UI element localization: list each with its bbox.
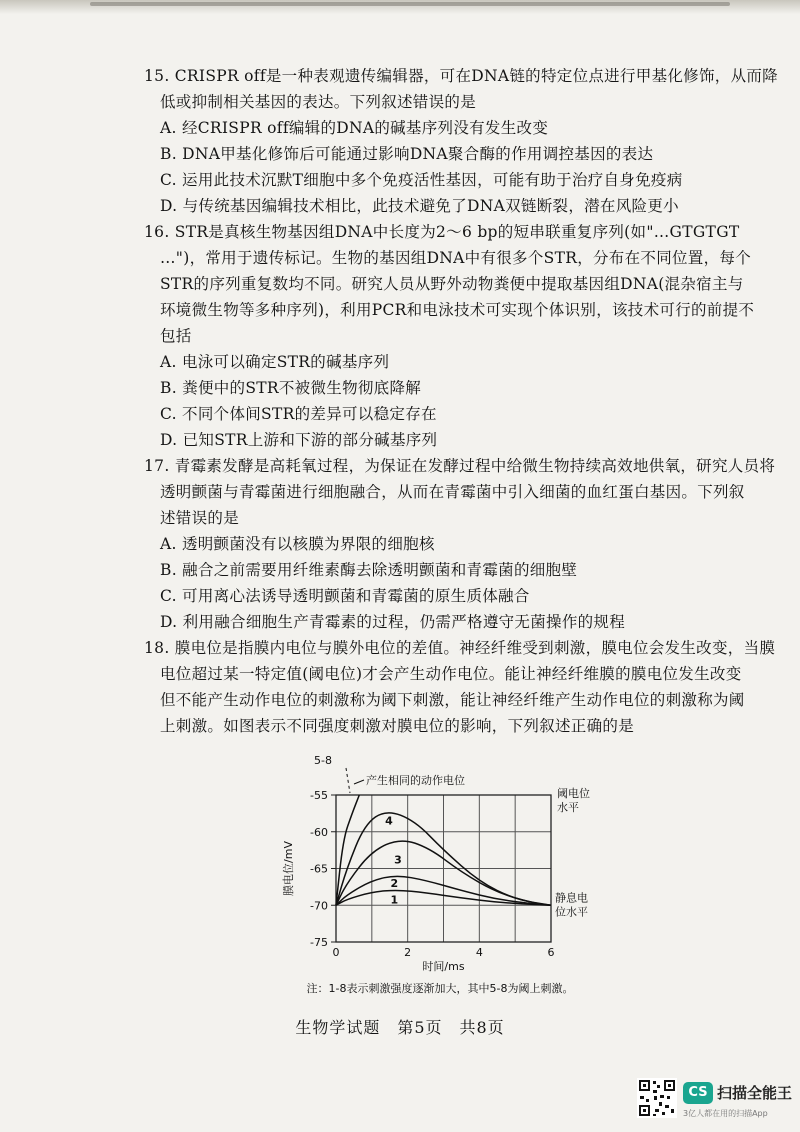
annotation-action-potential-pointer bbox=[354, 780, 364, 784]
series-label-4: 4 bbox=[385, 814, 393, 828]
y-axis-label: 膜电位/mV bbox=[282, 841, 295, 896]
x-tick-label: 4 bbox=[475, 946, 483, 959]
q18-stem-line-4: 上刺激。如图表示不同强度刺激对膜电位的影响，下列叙述正确的是 bbox=[160, 717, 635, 735]
annotation-threshold-line-1: 阈电位 bbox=[557, 787, 590, 800]
series-line-5-8 bbox=[336, 795, 359, 905]
q16-option-b: B. 粪便中的STR不被微生物彻底降解 bbox=[160, 379, 422, 397]
q16-stem-line-1: 16. STR是真核生物基因组DNA中长度为2～6 bp的短串联重复序列(如"…GTGTGT bbox=[144, 223, 740, 241]
annotation-threshold-line-2: 水平 bbox=[557, 801, 579, 814]
membrane-potential-chart bbox=[270, 748, 610, 998]
series-label-1: 1 bbox=[390, 893, 399, 907]
annotation-resting-line-1: 静息电 bbox=[555, 891, 588, 905]
q16-stem-line-4: 环境微生物等多种序列)，利用PCR和电泳技术可实现个体识别，该技术可行的前提不 bbox=[160, 301, 755, 319]
annotation-action-potential: 产生相同的动作电位 bbox=[366, 774, 465, 787]
camscanner-logo-icon: CS bbox=[683, 1082, 713, 1104]
q18-stem-line-3: 但不能产生动作电位的刺激称为阈下刺激，能让神经纤维产生动作电位的刺激称为阈 bbox=[160, 691, 745, 709]
q18-stem-line-1: 18. 膜电位是指膜内电位与膜外电位的差值。神经纤维受到刺激，膜电位会发生改变，当膜 bbox=[144, 639, 776, 657]
annotation-resting-line-2: 位水平 bbox=[555, 905, 588, 919]
q16-option-d: D. 已知STR上游和下游的部分碱基序列 bbox=[160, 431, 438, 449]
q18-stem-line-2: 电位超过某一特定值(阈电位)才会产生动作电位。能让神经纤维膜的膜电位发生改变 bbox=[160, 665, 742, 683]
x-tick-label: 2 bbox=[404, 946, 412, 959]
q15-option-c: C. 运用此技术沉默T细胞中多个免疫活性基因，可能有助于治疗自身免疫病 bbox=[160, 171, 683, 189]
x-axis-label: 时间/ms bbox=[422, 960, 465, 973]
y-tick-label: -70 bbox=[310, 899, 328, 913]
q15-option-b: B. DNA甲基化修饰后可能通过影响DNA聚合酶的作用调控基因的表达 bbox=[160, 145, 654, 163]
q15-stem-line-1: 15. CRISPR off是一种表观遗传编辑器，可在DNA链的特定位点进行甲基化修饰，从而降 bbox=[144, 67, 778, 85]
q17-option-b: B. 融合之前需要用纤维素酶去除透明颤菌和青霉菌的细胞壁 bbox=[160, 561, 578, 579]
q17-stem-line-2: 透明颤菌与青霉菌进行细胞融合，从而在青霉菌中引入细菌的血红蛋白基因。下列叙 bbox=[160, 483, 745, 501]
chart-note: 注：1-8表示刺激强度逐渐加大，其中5-8为阈上刺激。 bbox=[306, 982, 574, 995]
q15-stem-line-2: 低或抑制相关基因的表达。下列叙述错误的是 bbox=[160, 93, 477, 111]
q15-option-a: A. 经CRISPR off编辑的DNA的碱基序列没有发生改变 bbox=[160, 119, 549, 137]
annotation-5-8-pointer bbox=[346, 768, 350, 793]
camscanner-name: 扫描全能王 bbox=[717, 1084, 793, 1102]
y-tick-label: -55 bbox=[310, 789, 328, 802]
q17-option-c: C. 可用离心法诱导透明颤菌和青霉菌的原生质体融合 bbox=[160, 587, 530, 605]
q17-stem-line-1: 17. 青霉素发酵是高耗氧过程，为保证在发酵过程中给微生物持续高效地供氧，研究人员将 bbox=[144, 457, 776, 475]
qr-code-icon bbox=[637, 1078, 677, 1118]
series-label-2: 2 bbox=[390, 877, 399, 891]
camscanner-tagline: 3亿人都在用的扫描App bbox=[683, 1109, 768, 1118]
q17-option-d: D. 利用融合细胞生产青霉素的过程，仍需严格遵守无菌操作的规程 bbox=[160, 613, 626, 631]
y-tick-label: -65 bbox=[310, 862, 328, 876]
page-footer: 生物学试题 第5页 共8页 bbox=[295, 1018, 505, 1037]
annotation-5-8: 5-8 bbox=[314, 754, 332, 767]
x-tick-label: 0 bbox=[332, 946, 340, 959]
x-tick-label: 6 bbox=[547, 946, 555, 959]
q16-stem-line-3: STR的序列重复数均不同。研究人员从野外动物粪便中提取基因组DNA(混杂宿主与 bbox=[160, 275, 744, 293]
q16-stem-line-5: 包括 bbox=[160, 327, 192, 345]
q16-stem-line-2: …")，常用于遗传标记。生物的基因组DNA中有很多个STR，分布在不同位置，每个 bbox=[160, 249, 751, 267]
camscanner-watermark bbox=[637, 1078, 797, 1124]
q15-option-d: D. 与传统基因编辑技术相比，此技术避免了DNA双链断裂，潜在风险更小 bbox=[160, 197, 679, 215]
q16-option-a: A. 电泳可以确定STR的碱基序列 bbox=[160, 353, 390, 371]
y-tick-label: -60 bbox=[310, 825, 328, 839]
q16-option-c: C. 不同个体间STR的差异可以稳定存在 bbox=[160, 405, 437, 423]
q17-stem-line-3: 述错误的是 bbox=[160, 509, 240, 527]
series-label-3: 3 bbox=[394, 853, 402, 867]
y-tick-label: -75 bbox=[310, 936, 328, 949]
q17-option-a: A. 透明颤菌没有以核膜为界限的细胞核 bbox=[160, 535, 435, 553]
